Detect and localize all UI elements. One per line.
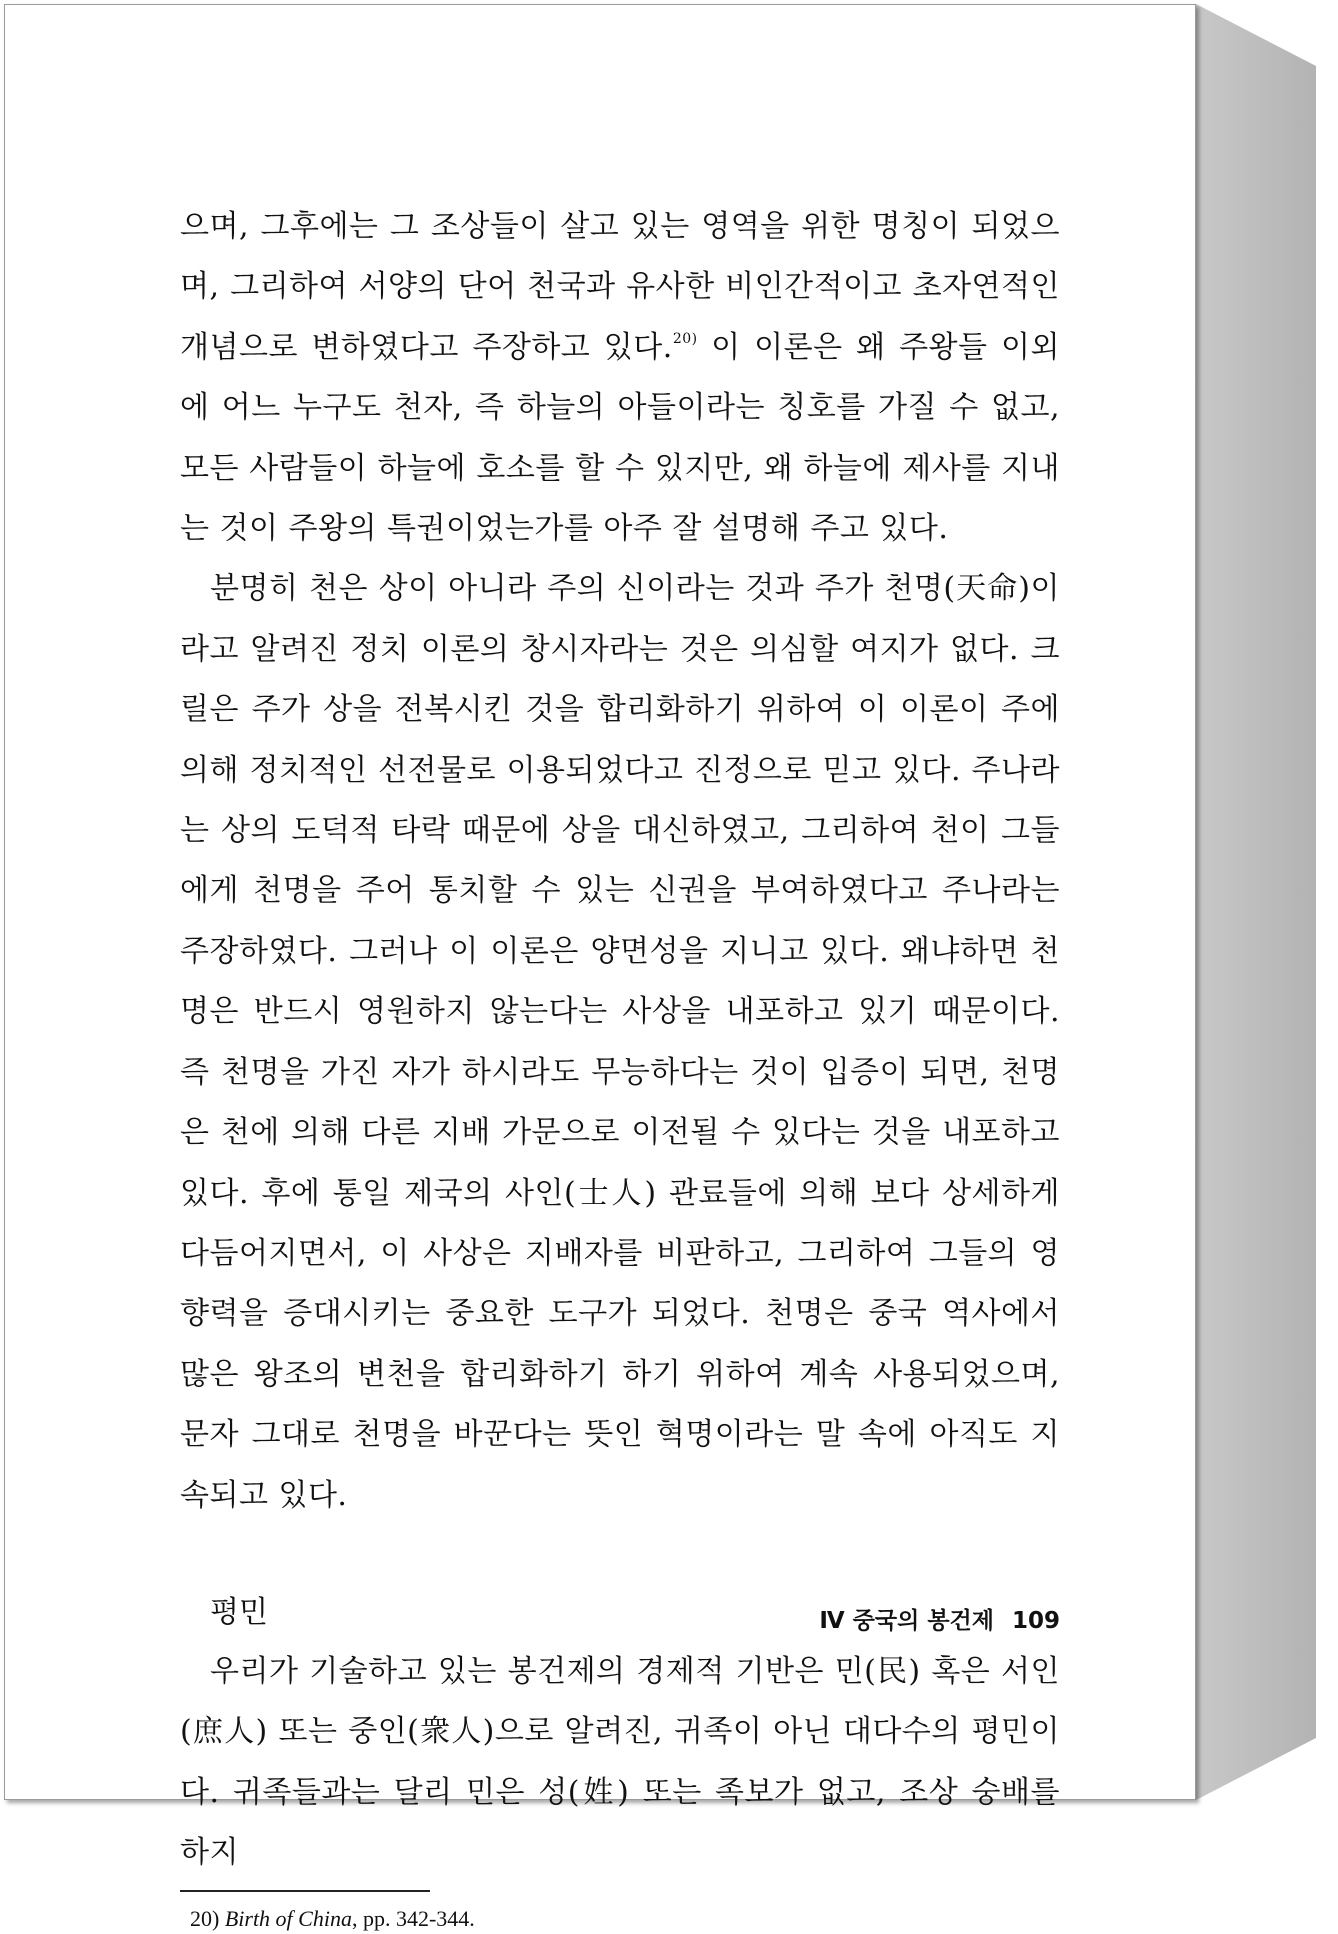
book-page [4, 4, 1196, 1931]
section-heading: 평민 [210, 1594, 268, 1630]
paragraph-2: 분명히 천은 상이 아니라 주의 신이라는 것과 주가 천명(天命)이라고 알려진 정치 이론의 창시자라는 것은 의심할 여지가 없다. 크릴은 주가 상을 전복시킨 것을 합리화하기 위하여 이 이론이 주에 의해 정치적인 선전물로 이용되었다고 진정으로 믿고 있다. 주나라는 상의 도덕적 타락 때문에 상을 대신하였고, 그리하여 천이 그들에게 천명을 주어 통치할 수 있는 신권을 부여하였다고 주나라는 주장하였다. 그러나 이 이론은 양면성을 지니고 있다. 왜냐하면 천명은 반드시 영원하지 않는다는 사상을 내포하고 있기 때문이다. 즉 천명을 가진 자가 하시라도 무능하다는 것이 입증이 되면, 천명은 천에 의해 다른 지배 가문으로 이전될 수 있다는 것을 내포하고 있다. 후에 통일 제국의 사인(士人) 관료들에 의해 보다 상세하게 다듬어지면서, 이 사상은 지배자를 비판하고, 그리하여 그들의 영향력을 증대시키는 중요한 도구가 되었다. 천명은 중국 역사에서 많은 왕조의 변천을 합리화하기 하기 위하여 계속 사용되었으며, 문자 그대로 천명을 바꾼다는 뜻인 혁명이라는 말 속에 아직도 지속되고 있다. [180, 571, 1060, 1513]
book-edge-shadow [1196, 4, 1316, 1800]
page-number: 109 [1011, 1608, 1060, 1634]
footnote-title: Birth of China [224, 1905, 352, 1931]
paragraph-1-text-a: 으며, 그후에는 그 조상들이 살고 있는 영역을 위한 명칭이 되었으며, 그리하여 서양의 단어 천국과 유사한 비인간적이고 초자연적인 개념으로 변하였다고 주장하고 있다. [180, 209, 1060, 365]
paragraph-1-text-b: 이 이론은 왜 주왕들 이외에 어느 누구도 천자, 즉 하늘의 아들이라는 칭호를 가질 수 없고, 모든 사람들이 하늘에 호소를 할 수 있지만, 왜 하늘에 제사를 지내는 것이 주왕의 특권이었는가를 아주 잘 설명해 주고 있다. [180, 329, 1060, 547]
paragraph-1 [180, 197, 1060, 559]
paragraph-3: 우리가 기술하고 있는 봉건제의 경제적 기반은 민(民) 혹은 서인(庶人) 또는 중인(衆人)으로 알려진, 귀족이 아닌 대다수의 평민이다. 귀족들과는 달리 민은 성(姓) 또는 족보가 없고, 조상 숭배를 하지 [180, 1653, 1060, 1871]
footnote-pages: , pp. 342-344. [351, 1905, 475, 1931]
footnote-divider [180, 1890, 430, 1892]
chapter-title: Ⅳ 중국의 봉건제 [819, 1608, 994, 1634]
footnote-reference: 20) [672, 330, 698, 347]
body-text [180, 197, 1060, 1934]
footnote-number: 20) [190, 1905, 220, 1931]
running-footer [765, 1602, 1060, 1635]
footnote [190, 1904, 1060, 1934]
